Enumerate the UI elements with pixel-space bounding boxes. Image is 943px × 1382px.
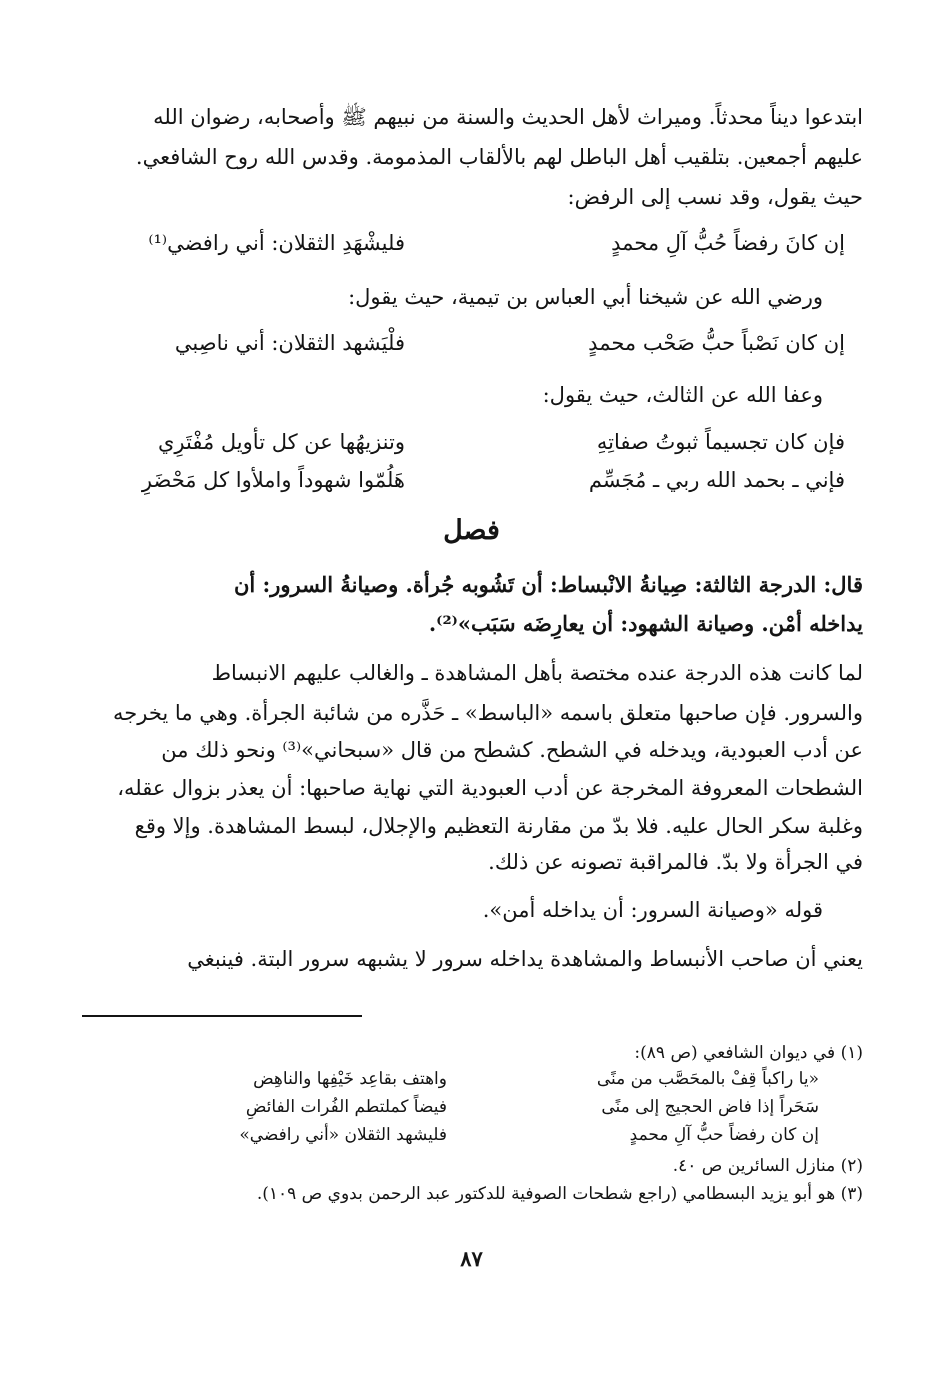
commentary-line-4: الشطحات المعروفة المخرجة عن أدب العبودية التي نهاية صاحبها: أن يعذر بزوال عقله، xyxy=(117,776,863,800)
ibn-taymiyya-intro: ورضي الله عن شيخنا أبي العباس بن تيمية، حيث يقول: xyxy=(348,285,823,309)
quote-line-2: يداخله أمْن. وصيانة الشهود: أن يعارِضَه سَبَب»⁽²⁾. xyxy=(428,611,863,636)
footnote-verse-1 xyxy=(147,1066,847,1093)
verse-second-hemistich: هَلُمّوا شهوداً واملأوا كل مَحْضَرِ xyxy=(141,468,405,492)
footnote-verse-3 xyxy=(147,1122,847,1149)
footnote-3: (٣) هو أبو يزيد البسطامي (راجع شطحات الصوفية للدكتور عبد الرحمن بدوي ص ١٠٩). xyxy=(256,1184,863,1204)
verse-second-hemistich: فليشهد الثقلان «أني رافضي» xyxy=(239,1125,447,1145)
footnote-2: (٢) منازل السائرين ص ٤٠. xyxy=(672,1156,863,1176)
section-heading: فصل xyxy=(443,515,500,546)
verse-second-hemistich: واهتف بقاعِد خَيْفِها والناهِض xyxy=(253,1069,447,1089)
verse-first-hemistich: فإن كان تجسيماً ثبوتُ صفاتِهِ xyxy=(596,430,845,454)
verse-third-line-1 xyxy=(75,424,845,460)
third-poet-intro: وعفا الله عن الثالث، حيث يقول: xyxy=(542,383,823,407)
verse-first-hemistich: «يا راكباً قِفْ بالمحَصَّب من منًى xyxy=(596,1069,819,1089)
footnote-verse-2 xyxy=(147,1094,847,1121)
verse-first-hemistich: إن كان نَصْباً حبُّ صَحْب محمدٍ xyxy=(588,331,845,355)
verse-first-hemistich: إن كانَ رفضاً حُبُّ آلِ محمدٍ xyxy=(611,231,845,255)
body-line-2: عليهم أجمعين. بتلقيب أهل الباطل لهم بالألقاب المذمومة. وقدس الله روح الشافعي. xyxy=(135,145,863,169)
body-line-1: ابتدعوا ديناً محدثاً. وميراث لأهل الحديث والسنة من نبيهم ﷺ وأصحابه، رضوان الله xyxy=(153,105,863,129)
verse-second-hemistich: فيضاً كملتطم الفُرات الفائضِ xyxy=(245,1097,447,1117)
commentary-line-5: وغلبة سكر الحال عليه. فلا بدّ من مقارنة التعظيم والإجلال، لبسط المشاهدة. وإلا وقع xyxy=(134,814,863,838)
verse-second-hemistich: فليشْهَدِ الثقلان: أني رافضي⁽¹⁾ xyxy=(148,231,405,255)
final-line: يعني أن صاحب الأنبساط والمشاهدة يداخله سرور لا يشبهه سرور البتة. فينبغي xyxy=(187,947,863,971)
page-number: ٨٧ xyxy=(460,1246,483,1271)
verse-first-hemistich: فإني ـ بحمد الله ربي ـ مُجَسِّم xyxy=(588,468,845,492)
verse-third-line-2 xyxy=(75,462,845,498)
footnote-1-label: (١) في ديوان الشافعي (ص ٨٩): xyxy=(634,1043,863,1063)
verse-second-hemistich: فلْيَشهد الثقلان: أني ناصِبي xyxy=(174,331,405,355)
verse-shafii xyxy=(75,225,845,261)
footnote-separator xyxy=(82,1015,362,1017)
verse-ibn-taymiyya xyxy=(75,325,845,361)
verse-first-hemistich: سَحَراً إذا فاض الحجيج إلى منًى xyxy=(601,1097,819,1117)
verse-second-hemistich: وتنزيهُها عن كل تأويل مُفْتَرِي xyxy=(158,430,405,454)
commentary-line-2: والسرور. فإن صاحبها متعلق باسمه «الباسط» ـ حَذَّره من شائبة الجرأة. وهي ما يخرجه xyxy=(113,701,863,725)
body-line-3: حيث يقول، وقد نسب إلى الرفض: xyxy=(567,185,863,209)
quote-line-1: قال: الدرجة الثالثة: صِيانةُ الانْبساط: أن تَشُوبه جُرأة. وصيانةُ السرور: أن xyxy=(233,572,863,597)
verse-first-hemistich: إن كان رفضاً حبُّ آلِ محمدٍ xyxy=(629,1125,819,1145)
qawluhu-line: قوله «وصيانة السرور: أن يداخله أمن». xyxy=(482,898,823,922)
commentary-line-1: لما كانت هذه الدرجة عنده مختصة بأهل المشاهدة ـ والغالب عليهم الانبساط xyxy=(211,661,863,685)
commentary-line-6: في الجرأة ولا بدّ. فالمراقبة تصونه عن ذلك. xyxy=(488,850,863,874)
commentary-line-3: عن أدب العبودية، ويدخله في الشطح. كشطح من قال «سبحاني»⁽³⁾ ونحو ذلك من xyxy=(161,738,863,762)
